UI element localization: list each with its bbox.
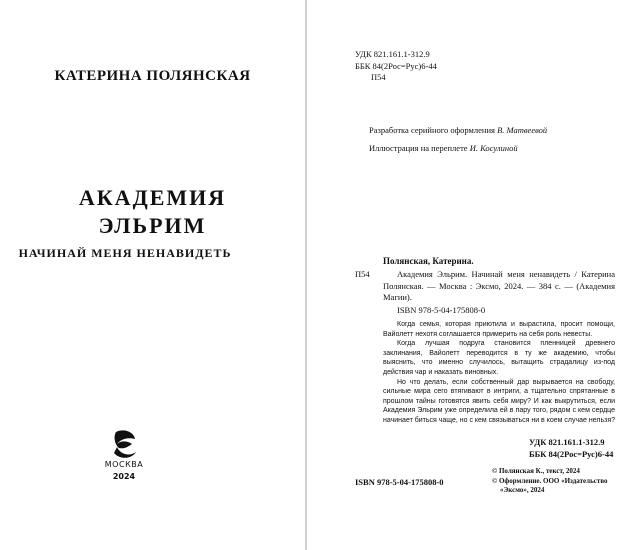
publisher-city: МОСКВА [104,460,144,469]
cover-illustration-name: И. Косулиной [469,143,518,153]
series-design-label: Разработка серийного оформления [369,125,495,135]
annotation-paragraph: Но что делать, если собственный дар вырывается на свободу, сильные мира сего втягивают в интриги, а тщательно спрятанные в прошлом тайны готовятся явить себя миру? И как выкрутиться, если Академия Эльрим уже определила ей в пару того, рядом с кем сердце начинает биться чаще, но с кем связываться ни в коем случае нельзя? [383,378,616,424]
udk-code: УДК 821.161.1-312.9 [355,49,430,59]
annotation-paragraph: Когда семья, которая приютила и вырастила, просит помощи, Вайолетт нехотя соглашается примерить на себя роль невесты. [383,321,615,338]
bbk-code-bottom: ББК 84(2Рос=Рус)6-44 [529,448,614,459]
author-name: КАТЕРИНА ПОЛЯНСКАЯ [54,68,251,84]
classification-codes-bottom [529,437,613,460]
catalog-entry-code: П54 [355,269,370,279]
copyright-design-cont: «Эксмо», 2024 [500,486,545,494]
series-design-name: В. Матвеевой [497,125,548,135]
imprint-page [307,0,633,550]
cover-illustration-credit [369,143,518,153]
catalog-entry-description: Академия Эльрим. Начинай меня ненавидеть / Катерина Полянская. — Москва : Эксмо, 2024. — 384 с. — (Академия Магии). [383,269,615,302]
author-mark-code: П54 [371,72,386,82]
classification-codes [355,49,437,84]
book-title-line1: АКАДЕМИЯ [78,185,227,210]
udk-code-bottom: УДК 821.161.1-312.9 [529,437,605,447]
series-design-credit [369,125,547,135]
copyright-design: © Оформление. ООО «Издательство [492,476,608,485]
eksmo-logo-icon [110,428,138,460]
catalog-entry-author: Полянская, Катерина. [383,256,474,266]
catalog-entry-isbn: ISBN 978-5-04-175808-0 [397,305,486,315]
copyright-block [492,467,608,496]
title-page [0,0,305,550]
annotation-paragraph: Когда лучшая подруга становится пленницей древнего заклинания, Вайолетт переводится в ту же академию, чтобы выяснить, что именно случилось, вытащить страдалицу из-под действия чар и наказать виновных. [383,340,615,376]
copyright-text: © Полянская К., текст, 2024 [492,467,580,475]
bbk-code: ББК 84(2Рос=Рус)6-44 [355,60,437,71]
book-title-line2: ЭЛЬРИМ [98,213,207,238]
book-subtitle: НАЧИНАЙ МЕНЯ НЕНАВИДЕТЬ [18,246,232,260]
book-annotation [383,320,615,426]
publisher-year: 2024 [112,472,136,481]
cover-illustration-label: Иллюстрация на переплете [369,143,468,153]
isbn-bottom: ISBN 978-5-04-175808-0 [355,477,444,487]
